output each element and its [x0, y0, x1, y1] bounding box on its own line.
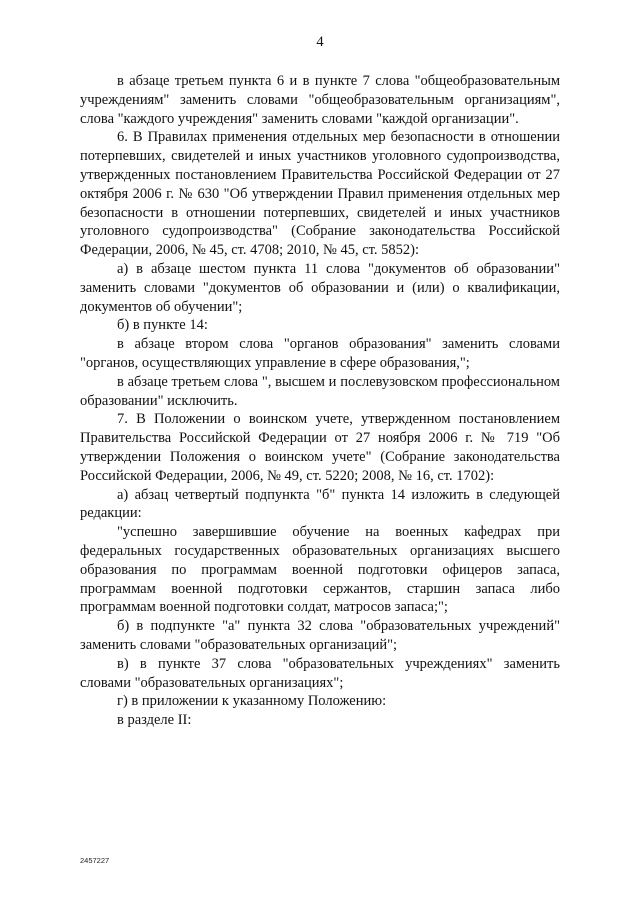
paragraph: в абзаце третьем слова ", высшем и послевузовском профессиональном образовании" исключить. — [80, 373, 560, 409]
paragraph: б) в подпункте "а" пункта 32 слова "образовательных учреждений" заменить словами "образовательных организаций"; — [80, 618, 560, 653]
paragraph: 6. В Правилах применения отдельных мер безопасности в отношении потерпевших, свидетелей и иных участников уголовного судопроизводства, утвержденных постановлением Правительства Российской Федерации от 27 октября 2006 г. № 630 "Об утверждении Правил применения отдельных мер безопасности в отношении потерпевших, свидетелей и иных участников уголовного судопроизводства" (Собрание законодательства Российской Федерации, 2006, № 45, ст. 4708; 2010, № 45, ст. 5852): — [80, 129, 560, 259]
paragraph: "успешно завершившие обучение на военных кафедрах при федеральных государственных образовательных организациях высшего образования по программам военной подготовки офицеров запаса, программам военной подготовки сержантов, старшин запаса либо программам военной подготовки солдат, матросов запаса;"; — [80, 524, 560, 616]
paragraph: б) в пункте 14: — [117, 317, 208, 334]
page-number: 4 — [316, 34, 324, 50]
document-id: 2457227 — [80, 856, 110, 865]
paragraph: в разделе II: — [117, 712, 192, 729]
paragraph: 7. В Положении о воинском учете, утвержденном постановлением Правительства Российской Федерации от 27 ноября 2006 г. № 719 "Об утверждении Положения о воинском учете" (Собрание законодательства Российской Федерации, 2006, № 49, ст. 5220; 2008, № 16, ст. 1702): — [80, 411, 560, 484]
paragraph: в абзаце третьем пункта 6 и в пункте 7 слова "общеобразовательным учреждениям" заменить словами "общеобразовательным организациям", слова "каждого учреждения" заменить словами "каждой организации". — [80, 73, 560, 127]
paragraph: г) в приложении к указанному Положению: — [117, 693, 387, 710]
paragraph: а) в абзаце шестом пункта 11 слова "документов об образовании" заменить словами "документов об образовании и (или) о квалификации, документов об обучении"; — [80, 260, 560, 315]
paragraph: а) абзац четвертый подпункта "б" пункта 14 изложить в следующей редакции: — [80, 486, 560, 522]
paragraph: в) в пункте 37 слова "образовательных учреждениях" заменить словами "образовательных организациях"; — [80, 655, 560, 691]
paragraph: в абзаце втором слова "органов образования" заменить словами "органов, осуществляющих управление в сфере образования,"; — [80, 336, 560, 371]
document-body — [80, 72, 560, 730]
